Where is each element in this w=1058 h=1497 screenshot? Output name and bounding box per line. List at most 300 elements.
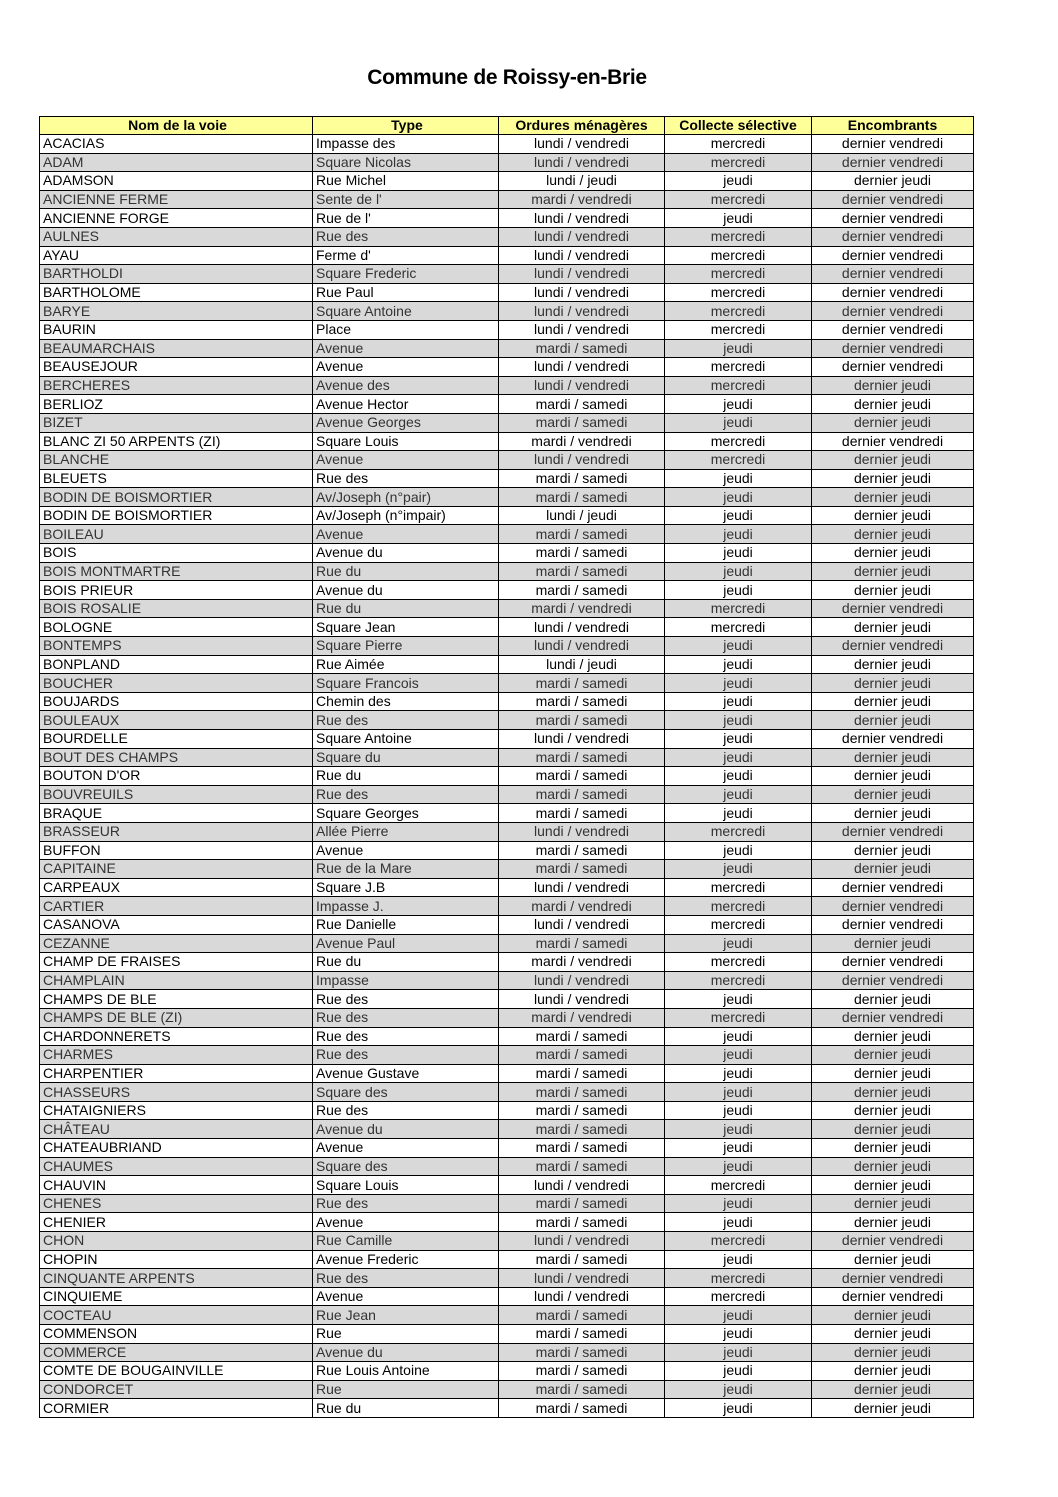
bulky-items-cell: dernier jeudi [812, 934, 974, 953]
street-name-cell: CONDORCET [40, 1380, 313, 1399]
table-header-row [40, 117, 974, 135]
street-type-cell: Rue [313, 1380, 499, 1399]
selective-collection-cell: jeudi [665, 469, 812, 488]
bulky-items-cell: dernier vendredi [812, 302, 974, 321]
street-name-cell: CORMIER [40, 1399, 313, 1418]
household-waste-cell: mardi / samedi [499, 1027, 665, 1046]
street-type-cell: Rue Danielle [313, 915, 499, 934]
street-name-cell: CHARMES [40, 1046, 313, 1065]
household-waste-cell: lundi / vendredi [499, 822, 665, 841]
street-name-cell: CARTIER [40, 897, 313, 916]
table-row [40, 339, 974, 358]
household-waste-cell: mardi / samedi [499, 1083, 665, 1102]
table-row [40, 990, 974, 1009]
bulky-items-cell: dernier vendredi [812, 1269, 974, 1288]
street-name-cell: CHAMP DE FRAISES [40, 953, 313, 972]
table-row [40, 655, 974, 674]
bulky-items-cell: dernier vendredi [812, 246, 974, 265]
street-type-cell: Rue de la Mare [313, 860, 499, 879]
household-waste-cell: lundi / vendredi [499, 878, 665, 897]
household-waste-cell: mardi / samedi [499, 1380, 665, 1399]
household-waste-cell: mardi / samedi [499, 469, 665, 488]
bulky-items-cell: dernier vendredi [812, 320, 974, 339]
bulky-items-cell: dernier jeudi [812, 1027, 974, 1046]
selective-collection-cell: mercredi [665, 1008, 812, 1027]
selective-collection-cell: jeudi [665, 1325, 812, 1344]
selective-collection-cell: jeudi [665, 1362, 812, 1381]
table-row [40, 1027, 974, 1046]
bulky-items-cell: dernier vendredi [812, 1232, 974, 1251]
table-row [40, 971, 974, 990]
bulky-items-cell: dernier jeudi [812, 1399, 974, 1418]
bulky-items-cell: dernier vendredi [812, 971, 974, 990]
street-name-cell: BOUJARDS [40, 692, 313, 711]
street-name-cell: BONPLAND [40, 655, 313, 674]
table-row [40, 637, 974, 656]
bulky-items-cell: dernier jeudi [812, 1194, 974, 1213]
household-waste-cell: mardi / samedi [499, 934, 665, 953]
bulky-items-cell: dernier jeudi [812, 711, 974, 730]
table-row [40, 674, 974, 693]
street-type-cell: Rue [313, 1325, 499, 1344]
street-type-cell: Rue du [313, 953, 499, 972]
household-waste-cell: lundi / vendredi [499, 1232, 665, 1251]
table-row [40, 320, 974, 339]
street-type-cell: Square Nicolas [313, 153, 499, 172]
street-type-cell: Rue Paul [313, 283, 499, 302]
household-waste-cell: mardi / samedi [499, 1250, 665, 1269]
household-waste-cell: lundi / vendredi [499, 637, 665, 656]
street-name-cell: CHOPIN [40, 1250, 313, 1269]
selective-collection-cell: jeudi [665, 1213, 812, 1232]
table-row [40, 1232, 974, 1251]
bulky-items-cell: dernier jeudi [812, 692, 974, 711]
household-waste-cell: mardi / samedi [499, 1064, 665, 1083]
bulky-items-cell: dernier vendredi [812, 135, 974, 154]
street-type-cell: Square Antoine [313, 730, 499, 749]
bulky-items-cell: dernier jeudi [812, 544, 974, 563]
header-bulky-items: Encombrants [812, 117, 974, 135]
street-type-cell: Rue du [313, 599, 499, 618]
street-name-cell: CHATEAUBRIAND [40, 1139, 313, 1158]
household-waste-cell: lundi / vendredi [499, 730, 665, 749]
selective-collection-cell: jeudi [665, 1343, 812, 1362]
header-household-waste: Ordures ménagères [499, 117, 665, 135]
street-type-cell: Square des [313, 1083, 499, 1102]
household-waste-cell: lundi / jeudi [499, 655, 665, 674]
street-name-cell: BOUVREUILS [40, 785, 313, 804]
bulky-items-cell: dernier jeudi [812, 1213, 974, 1232]
household-waste-cell: mardi / samedi [499, 1306, 665, 1325]
street-type-cell: Rue des [313, 1046, 499, 1065]
household-waste-cell: mardi / samedi [499, 1343, 665, 1362]
selective-collection-cell: jeudi [665, 804, 812, 823]
street-name-cell: BOUTON D'OR [40, 767, 313, 786]
selective-collection-cell: jeudi [665, 934, 812, 953]
street-name-cell: COMMERCE [40, 1343, 313, 1362]
street-type-cell: Avenue Georges [313, 413, 499, 432]
street-name-cell: BRASSEUR [40, 822, 313, 841]
bulky-items-cell: dernier jeudi [812, 172, 974, 191]
household-waste-cell: lundi / vendredi [499, 302, 665, 321]
street-name-cell: BLEUETS [40, 469, 313, 488]
bulky-items-cell: dernier jeudi [812, 1139, 974, 1158]
bulky-items-cell: dernier vendredi [812, 1287, 974, 1306]
street-type-cell: Avenue du [313, 1120, 499, 1139]
bulky-items-cell: dernier jeudi [812, 1380, 974, 1399]
table-row [40, 209, 974, 228]
selective-collection-cell: mercredi [665, 915, 812, 934]
selective-collection-cell: jeudi [665, 1046, 812, 1065]
bulky-items-cell: dernier vendredi [812, 953, 974, 972]
street-name-cell: AYAU [40, 246, 313, 265]
street-type-cell: Rue Louis Antoine [313, 1362, 499, 1381]
table-row [40, 1269, 974, 1288]
household-waste-cell: mardi / samedi [499, 1120, 665, 1139]
table-row [40, 915, 974, 934]
street-type-cell: Avenue [313, 1213, 499, 1232]
selective-collection-cell: mercredi [665, 897, 812, 916]
table-row [40, 562, 974, 581]
table-row [40, 1399, 974, 1418]
table-row [40, 785, 974, 804]
selective-collection-cell: mercredi [665, 153, 812, 172]
street-name-cell: COMMENSON [40, 1325, 313, 1344]
selective-collection-cell: jeudi [665, 1157, 812, 1176]
street-type-cell: Rue des [313, 990, 499, 1009]
street-name-cell: BONTEMPS [40, 637, 313, 656]
street-type-cell: Rue Aimée [313, 655, 499, 674]
street-type-cell: Rue du [313, 1399, 499, 1418]
bulky-items-cell: dernier jeudi [812, 1176, 974, 1195]
street-type-cell: Sente de l' [313, 190, 499, 209]
bulky-items-cell: dernier vendredi [812, 283, 974, 302]
street-type-cell: Place [313, 320, 499, 339]
street-type-cell: Impasse des [313, 135, 499, 154]
bulky-items-cell: dernier jeudi [812, 1325, 974, 1344]
selective-collection-cell: jeudi [665, 730, 812, 749]
selective-collection-cell: mercredi [665, 953, 812, 972]
table-row [40, 767, 974, 786]
selective-collection-cell: mercredi [665, 358, 812, 377]
bulky-items-cell: dernier jeudi [812, 1343, 974, 1362]
street-type-cell: Impasse J. [313, 897, 499, 916]
table-row [40, 953, 974, 972]
table-row [40, 451, 974, 470]
bulky-items-cell: dernier vendredi [812, 358, 974, 377]
table-row [40, 1362, 974, 1381]
bulky-items-cell: dernier jeudi [812, 562, 974, 581]
street-type-cell: Avenue [313, 525, 499, 544]
selective-collection-cell: jeudi [665, 488, 812, 507]
table-row [40, 469, 974, 488]
selective-collection-cell: jeudi [665, 339, 812, 358]
street-type-cell: Square Jean [313, 618, 499, 637]
bulky-items-cell: dernier jeudi [812, 860, 974, 879]
street-type-cell: Avenue [313, 841, 499, 860]
street-type-cell: Avenue du [313, 1343, 499, 1362]
household-waste-cell: lundi / vendredi [499, 358, 665, 377]
street-name-cell: BOIS [40, 544, 313, 563]
household-waste-cell: mardi / samedi [499, 841, 665, 860]
selective-collection-cell: jeudi [665, 1306, 812, 1325]
household-waste-cell: mardi / samedi [499, 804, 665, 823]
bulky-items-cell: dernier jeudi [812, 1306, 974, 1325]
selective-collection-cell: jeudi [665, 1027, 812, 1046]
header-street-type: Type [313, 117, 499, 135]
street-type-cell: Rue des [313, 1101, 499, 1120]
table-row [40, 413, 974, 432]
street-name-cell: BOIS ROSALIE [40, 599, 313, 618]
bulky-items-cell: dernier jeudi [812, 1046, 974, 1065]
street-type-cell: Square Louis [313, 1176, 499, 1195]
household-waste-cell: mardi / samedi [499, 1362, 665, 1381]
street-name-cell: BOULEAUX [40, 711, 313, 730]
street-name-cell: BERCHERES [40, 376, 313, 395]
table-row [40, 618, 974, 637]
household-waste-cell: mardi / samedi [499, 1399, 665, 1418]
household-waste-cell: lundi / jeudi [499, 172, 665, 191]
table-row [40, 135, 974, 154]
street-name-cell: BOUCHER [40, 674, 313, 693]
street-name-cell: COCTEAU [40, 1306, 313, 1325]
table-row [40, 1083, 974, 1102]
household-waste-cell: lundi / vendredi [499, 320, 665, 339]
street-name-cell: BOUT DES CHAMPS [40, 748, 313, 767]
bulky-items-cell: dernier vendredi [812, 730, 974, 749]
street-name-cell: CHAUVIN [40, 1176, 313, 1195]
street-type-cell: Avenue Paul [313, 934, 499, 953]
street-name-cell: BARYE [40, 302, 313, 321]
street-name-cell: BOURDELLE [40, 730, 313, 749]
street-name-cell: CHATAIGNIERS [40, 1101, 313, 1120]
bulky-items-cell: dernier jeudi [812, 748, 974, 767]
street-name-cell: BARTHOLDI [40, 265, 313, 284]
street-name-cell: BLANCHE [40, 451, 313, 470]
bulky-items-cell: dernier vendredi [812, 599, 974, 618]
table-row [40, 1101, 974, 1120]
bulky-items-cell: dernier vendredi [812, 897, 974, 916]
table-row [40, 1008, 974, 1027]
selective-collection-cell: jeudi [665, 748, 812, 767]
table-row [40, 1046, 974, 1065]
bulky-items-cell: dernier jeudi [812, 1120, 974, 1139]
household-waste-cell: lundi / jeudi [499, 506, 665, 525]
household-waste-cell: lundi / vendredi [499, 1269, 665, 1288]
street-type-cell: Square Antoine [313, 302, 499, 321]
street-type-cell: Rue des [313, 469, 499, 488]
bulky-items-cell: dernier vendredi [812, 432, 974, 451]
household-waste-cell: mardi / vendredi [499, 599, 665, 618]
header-street-name: Nom de la voie [40, 117, 313, 135]
household-waste-cell: lundi / vendredi [499, 376, 665, 395]
street-name-cell: BIZET [40, 413, 313, 432]
bulky-items-cell: dernier vendredi [812, 1008, 974, 1027]
selective-collection-cell: jeudi [665, 395, 812, 414]
street-name-cell: BARTHOLOME [40, 283, 313, 302]
table-row [40, 1064, 974, 1083]
household-waste-cell: lundi / vendredi [499, 265, 665, 284]
selective-collection-cell: jeudi [665, 711, 812, 730]
table-row [40, 804, 974, 823]
table-row [40, 1120, 974, 1139]
street-type-cell: Rue des [313, 1194, 499, 1213]
selective-collection-cell: jeudi [665, 637, 812, 656]
street-name-cell: CARPEAUX [40, 878, 313, 897]
bulky-items-cell: dernier jeudi [812, 395, 974, 414]
selective-collection-cell: jeudi [665, 1250, 812, 1269]
selective-collection-cell: jeudi [665, 1380, 812, 1399]
household-waste-cell: mardi / samedi [499, 860, 665, 879]
selective-collection-cell: mercredi [665, 283, 812, 302]
street-type-cell: Avenue des [313, 376, 499, 395]
selective-collection-cell: mercredi [665, 246, 812, 265]
household-waste-cell: mardi / samedi [499, 1213, 665, 1232]
street-name-cell: BODIN DE BOISMORTIER [40, 506, 313, 525]
street-name-cell: BOIS MONTMARTRE [40, 562, 313, 581]
street-type-cell: Square J.B [313, 878, 499, 897]
table-row [40, 525, 974, 544]
street-type-cell: Rue Michel [313, 172, 499, 191]
selective-collection-cell: jeudi [665, 506, 812, 525]
selective-collection-cell: mercredi [665, 190, 812, 209]
selective-collection-cell: jeudi [665, 1194, 812, 1213]
street-name-cell: BODIN DE BOISMORTIER [40, 488, 313, 507]
selective-collection-cell: mercredi [665, 432, 812, 451]
selective-collection-cell: jeudi [665, 525, 812, 544]
street-name-cell: CAPITAINE [40, 860, 313, 879]
street-name-cell: ADAMSON [40, 172, 313, 191]
selective-collection-cell: mercredi [665, 302, 812, 321]
selective-collection-cell: mercredi [665, 971, 812, 990]
bulky-items-cell: dernier jeudi [812, 767, 974, 786]
selective-collection-cell: jeudi [665, 1139, 812, 1158]
bulky-items-cell: dernier vendredi [812, 190, 974, 209]
bulky-items-cell: dernier jeudi [812, 451, 974, 470]
bulky-items-cell: dernier vendredi [812, 915, 974, 934]
street-type-cell: Chemin des [313, 692, 499, 711]
table-row [40, 488, 974, 507]
bulky-items-cell: dernier jeudi [812, 655, 974, 674]
street-name-cell: BRAQUE [40, 804, 313, 823]
selective-collection-cell: mercredi [665, 1287, 812, 1306]
street-name-cell: CHENIER [40, 1213, 313, 1232]
street-type-cell: Avenue du [313, 581, 499, 600]
household-waste-cell: mardi / samedi [499, 581, 665, 600]
household-waste-cell: mardi / samedi [499, 748, 665, 767]
selective-collection-cell: mercredi [665, 1176, 812, 1195]
bulky-items-cell: dernier jeudi [812, 1064, 974, 1083]
selective-collection-cell: jeudi [665, 990, 812, 1009]
household-waste-cell: mardi / samedi [499, 544, 665, 563]
street-type-cell: Avenue Frederic [313, 1250, 499, 1269]
street-name-cell: CHARDONNERETS [40, 1027, 313, 1046]
bulky-items-cell: dernier vendredi [812, 878, 974, 897]
household-waste-cell: lundi / vendredi [499, 135, 665, 154]
bulky-items-cell: dernier jeudi [812, 413, 974, 432]
selective-collection-cell: jeudi [665, 581, 812, 600]
selective-collection-cell: jeudi [665, 860, 812, 879]
table-row [40, 395, 974, 414]
street-name-cell: BOILEAU [40, 525, 313, 544]
bulky-items-cell: dernier jeudi [812, 785, 974, 804]
street-name-cell: BOIS PRIEUR [40, 581, 313, 600]
bulky-items-cell: dernier jeudi [812, 1101, 974, 1120]
street-type-cell: Avenue [313, 339, 499, 358]
bulky-items-cell: dernier jeudi [812, 525, 974, 544]
household-waste-cell: mardi / samedi [499, 395, 665, 414]
street-name-cell: CINQUIEME [40, 1287, 313, 1306]
household-waste-cell: mardi / samedi [499, 1194, 665, 1213]
selective-collection-cell: jeudi [665, 562, 812, 581]
street-name-cell: ANCIENNE FERME [40, 190, 313, 209]
household-waste-cell: mardi / vendredi [499, 190, 665, 209]
household-waste-cell: lundi / vendredi [499, 915, 665, 934]
bulky-items-cell: dernier vendredi [812, 822, 974, 841]
street-type-cell: Avenue Gustave [313, 1064, 499, 1083]
household-waste-cell: mardi / samedi [499, 692, 665, 711]
street-type-cell: Impasse [313, 971, 499, 990]
street-name-cell: ADAM [40, 153, 313, 172]
street-type-cell: Avenue [313, 1139, 499, 1158]
table-row [40, 1380, 974, 1399]
street-name-cell: BLANC ZI 50 ARPENTS (ZI) [40, 432, 313, 451]
selective-collection-cell: mercredi [665, 618, 812, 637]
household-waste-cell: mardi / samedi [499, 1046, 665, 1065]
bulky-items-cell: dernier jeudi [812, 674, 974, 693]
street-name-cell: BEAUMARCHAIS [40, 339, 313, 358]
table-row [40, 190, 974, 209]
street-type-cell: Av/Joseph (n°impair) [313, 506, 499, 525]
street-type-cell: Avenue du [313, 544, 499, 563]
household-waste-cell: mardi / samedi [499, 488, 665, 507]
bulky-items-cell: dernier vendredi [812, 209, 974, 228]
selective-collection-cell: mercredi [665, 265, 812, 284]
header-selective-collection: Collecte sélective [665, 117, 812, 135]
street-type-cell: Rue des [313, 785, 499, 804]
table-row [40, 711, 974, 730]
table-row [40, 1287, 974, 1306]
selective-collection-cell: jeudi [665, 413, 812, 432]
selective-collection-cell: mercredi [665, 135, 812, 154]
household-waste-cell: mardi / vendredi [499, 432, 665, 451]
street-name-cell: CEZANNE [40, 934, 313, 953]
bulky-items-cell: dernier jeudi [812, 581, 974, 600]
household-waste-cell: lundi / vendredi [499, 618, 665, 637]
bulky-items-cell: dernier jeudi [812, 804, 974, 823]
street-type-cell: Avenue [313, 451, 499, 470]
table-row [40, 1194, 974, 1213]
bulky-items-cell: dernier jeudi [812, 841, 974, 860]
table-row [40, 1343, 974, 1362]
household-waste-cell: lundi / vendredi [499, 227, 665, 246]
table-row [40, 934, 974, 953]
household-waste-cell: mardi / samedi [499, 1101, 665, 1120]
bulky-items-cell: dernier vendredi [812, 153, 974, 172]
street-type-cell: Square Pierre [313, 637, 499, 656]
bulky-items-cell: dernier jeudi [812, 506, 974, 525]
selective-collection-cell: jeudi [665, 1399, 812, 1418]
table-row [40, 599, 974, 618]
street-type-cell: Square des [313, 1157, 499, 1176]
table-row [40, 581, 974, 600]
street-name-cell: CHAMPS DE BLE (ZI) [40, 1008, 313, 1027]
table-row [40, 1139, 974, 1158]
selective-collection-cell: jeudi [665, 785, 812, 804]
table-body [40, 135, 974, 1418]
street-type-cell: Square Frederic [313, 265, 499, 284]
selective-collection-cell: mercredi [665, 878, 812, 897]
